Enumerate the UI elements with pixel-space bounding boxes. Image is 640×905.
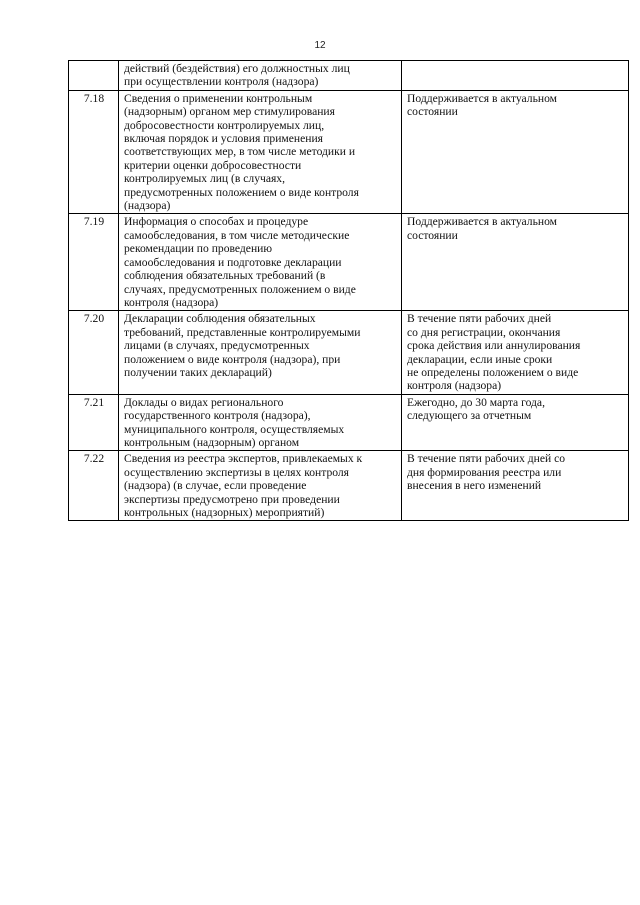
term-cell xyxy=(402,394,629,451)
term-text: Поддерживается в актуальном состоянии xyxy=(407,91,557,119)
info-text: Информация о способах и процедуре самообследования, в том числе методические рекомендации по проведению самообследования и подготовке декларации соблюдения обязательных требований (в случаях, предусмотренных положением о виде контроля (надзора) xyxy=(124,215,356,309)
term-cell xyxy=(402,451,629,521)
table-row xyxy=(69,90,629,214)
row-number: 7.21 xyxy=(83,395,105,409)
row-number-cell xyxy=(69,451,119,521)
term-cell xyxy=(402,90,629,214)
row-number-cell xyxy=(69,90,119,214)
term-cell xyxy=(402,214,629,311)
table-row xyxy=(69,451,629,521)
term-text: В течение пяти рабочих дней со дня формирования реестра или внесения в него изменений xyxy=(407,452,566,493)
page-number: 12 xyxy=(314,40,326,51)
info-text: Декларации соблюдения обязательных требований, представленные контролируемыми лицами (в случаях, предусмотренных положением о виде контроля (надзора), при получении таких деклараций) xyxy=(124,312,361,379)
info-cell xyxy=(119,90,402,214)
info-text: Сведения о применении контрольным (надзорным) органом мер стимулирования добросовестности контролируемых лиц, включая порядок и условия применения соответствующих мер, в том числе методики и критерии оценки добросовестности контролируемых лиц (в случаях, предусмотренных положением о виде контроля (надзора) xyxy=(124,91,359,213)
info-cell xyxy=(119,311,402,394)
row-number: 7.20 xyxy=(83,312,105,326)
row-number: 7.19 xyxy=(83,215,105,229)
info-text: Доклады о видах регионального государственного контроля (надзора), муниципального контроля, осуществляемых контрольным (надзорным) органом xyxy=(124,395,345,449)
table-row xyxy=(69,61,629,91)
term-cell xyxy=(402,311,629,394)
info-cell xyxy=(119,214,402,311)
row-number-cell xyxy=(69,61,119,91)
table-row xyxy=(69,214,629,311)
info-text: Сведения из реестра экспертов, привлекаемых к осуществлению экспертизы в целях контроля (надзора) (в случае, если проведение экспертизы предусмотрено при проведении контрольных (надзорных) мероприятий) xyxy=(124,452,363,519)
row-number-cell xyxy=(69,394,119,451)
row-number: 7.18 xyxy=(83,91,105,105)
info-text: действий (бездействия) его должностных лиц при осуществлении контроля (надзора) xyxy=(124,62,350,89)
requirements-table xyxy=(68,60,629,521)
table-row xyxy=(69,311,629,394)
term-cell xyxy=(402,61,629,91)
row-number-cell xyxy=(69,311,119,394)
row-number: 7.22 xyxy=(83,452,105,466)
term-text: В течение пяти рабочих дней со дня регистрации, окончания срока действия или аннулирования декларации, если иные сроки не определены положением о виде контроля (надзора) xyxy=(407,312,581,393)
info-cell xyxy=(119,61,402,91)
term-text: Ежегодно, до 30 марта года, следующего за отчетным xyxy=(407,395,545,423)
info-cell xyxy=(119,394,402,451)
table-row xyxy=(69,394,629,451)
term-text: Поддерживается в актуальном состоянии xyxy=(407,215,557,242)
info-cell xyxy=(119,451,402,521)
row-number-cell xyxy=(69,214,119,311)
